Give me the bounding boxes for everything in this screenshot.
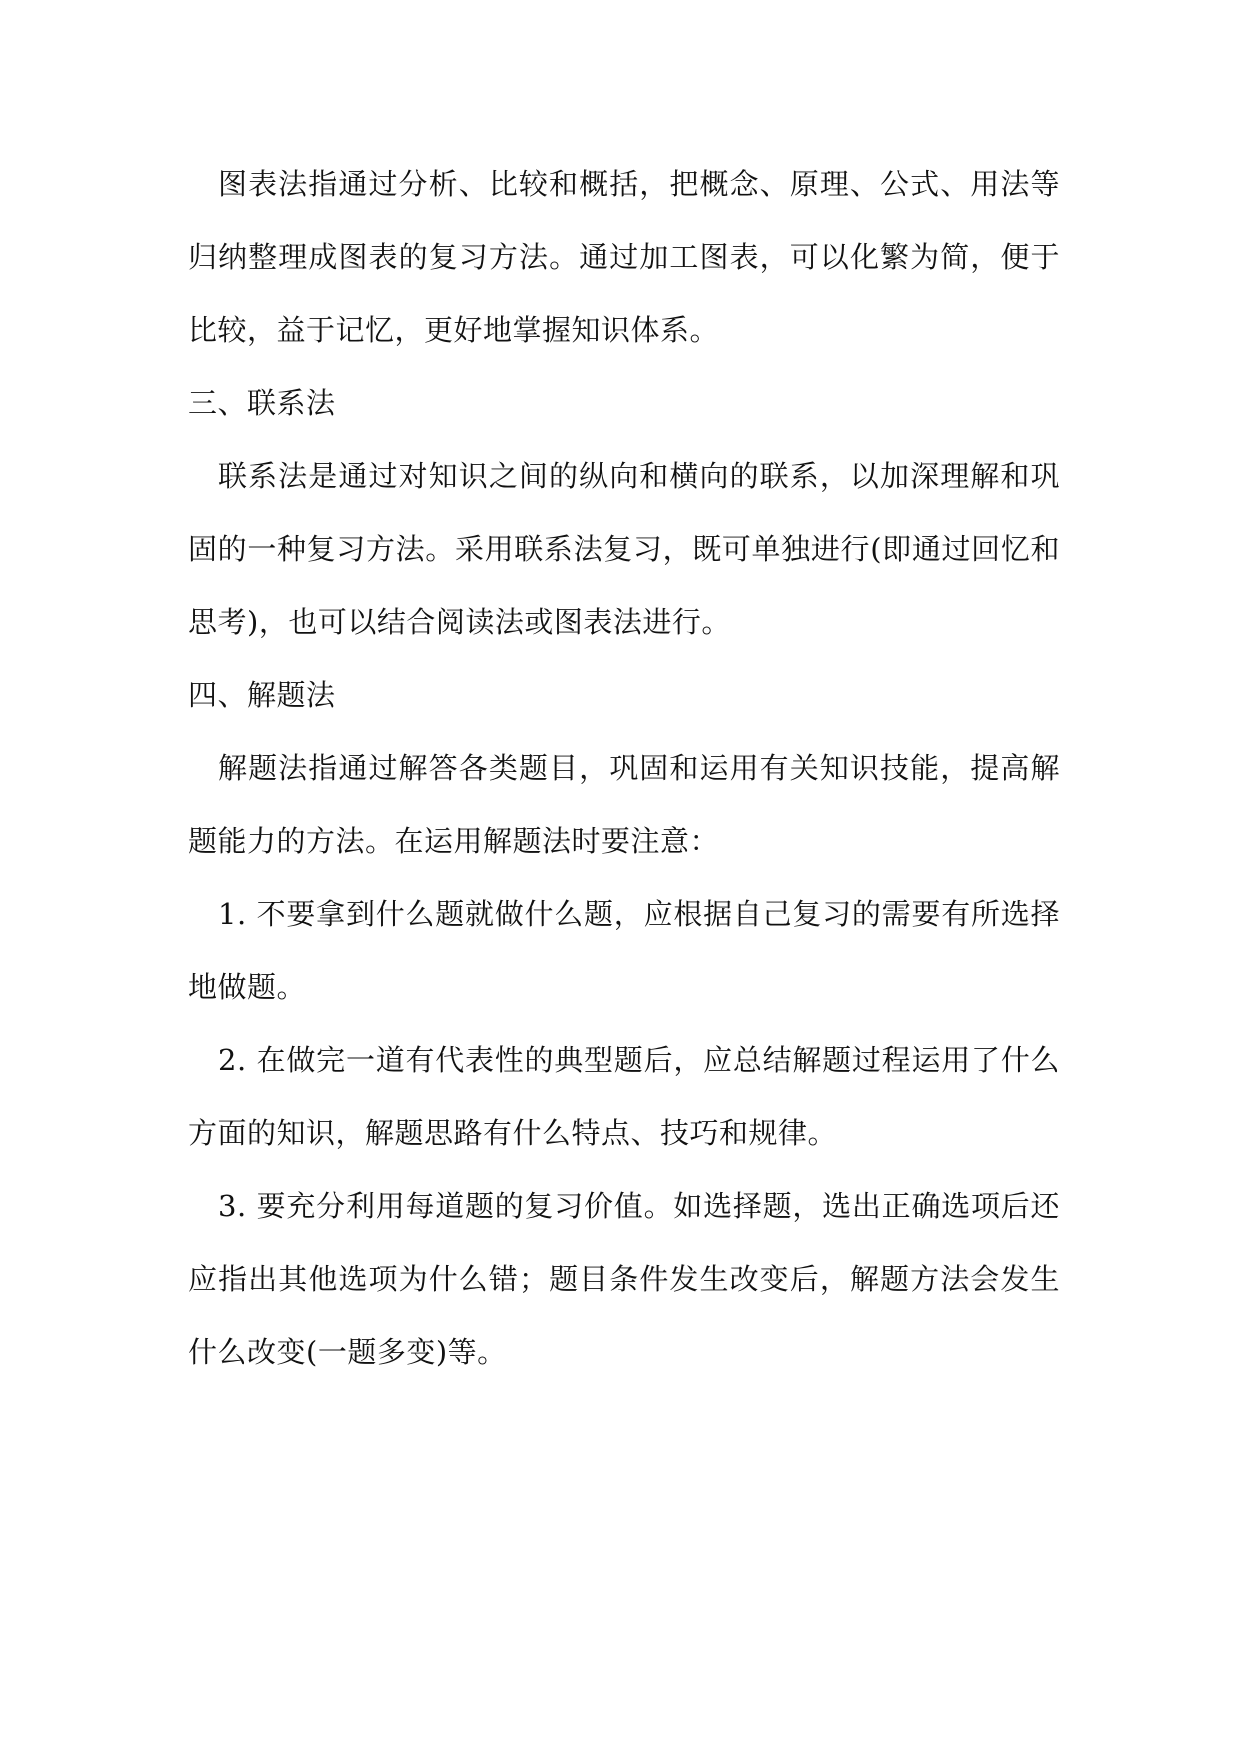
list-item-3: 3. 要充分利用每道题的复习价值。如选择题，选出正确选项后还应指出其他选项为什么错；题目条件发生改变后，解题方法会发生什么改变(一题多变)等。 bbox=[188, 1189, 1060, 1369]
list-item-2: 2. 在做完一道有代表性的典型题后，应总结解题过程运用了什么方面的知识，解题思路有什么特点、技巧和规律。 bbox=[188, 1043, 1060, 1150]
paragraph-problem-solving-method: 解题法指通过解答各类题目，巩固和运用有关知识技能，提高解题能力的方法。在运用解题法时要注意： bbox=[188, 751, 1060, 858]
heading-problem-solving-method: 四、解题法 bbox=[188, 678, 336, 712]
paragraph-chart-method: 图表法指通过分析、比较和概括，把概念、原理、公式、用法等归纳整理成图表的复习方法。通过加工图表，可以化繁为简，便于比较，益于记忆，更好地掌握知识体系。 bbox=[188, 167, 1060, 347]
paragraph-association-method: 联系法是通过对知识之间的纵向和横向的联系，以加深理解和巩固的一种复习方法。采用联系法复习，既可单独进行(即通过回忆和思考)，也可以结合阅读法或图表法进行。 bbox=[188, 459, 1060, 639]
list-item-1: 1. 不要拿到什么题就做什么题，应根据自己复习的需要有所选择地做题。 bbox=[188, 897, 1060, 1004]
heading-association-method: 三、联系法 bbox=[188, 386, 336, 420]
document-body bbox=[188, 148, 1060, 1389]
